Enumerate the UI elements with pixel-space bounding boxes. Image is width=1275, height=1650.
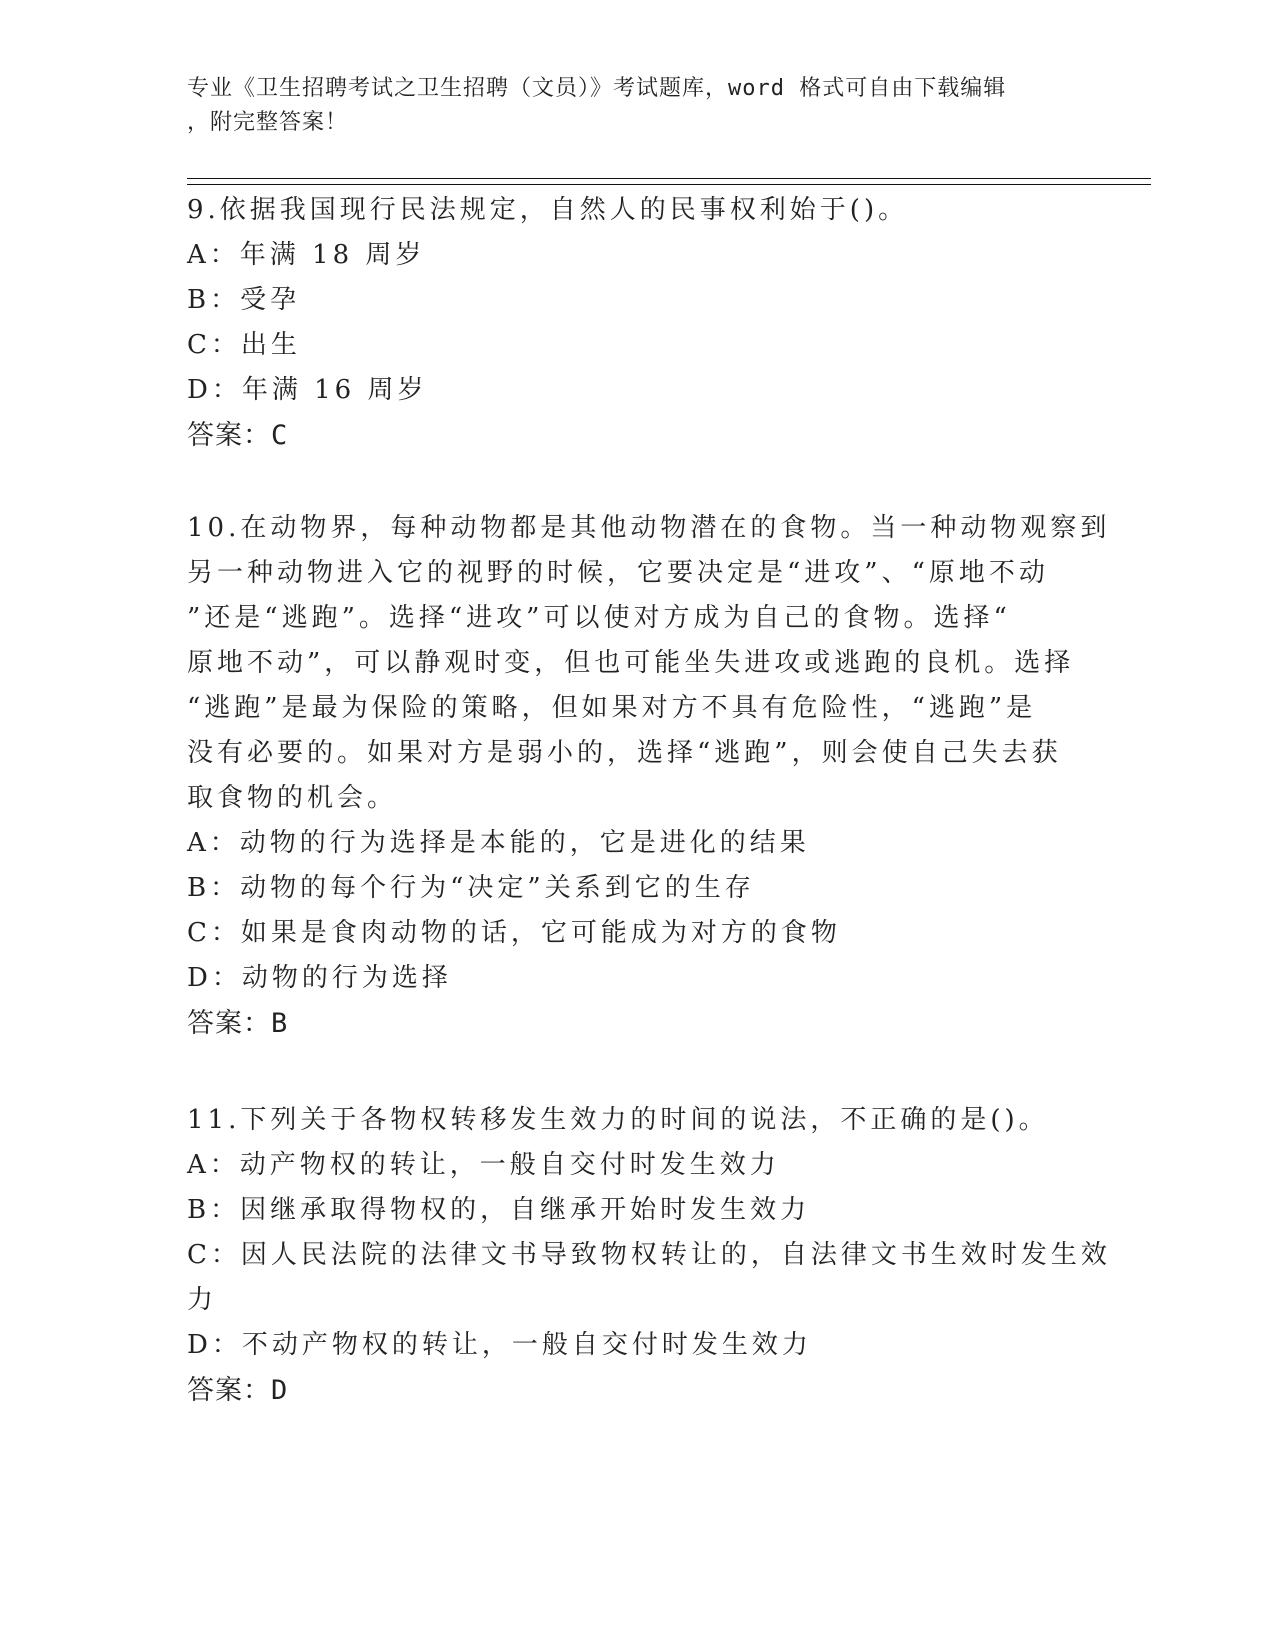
option-a: A：年满 18 周岁 xyxy=(187,240,426,270)
option-a: A：动产物权的转让，一般自交付时发生效力 xyxy=(187,1150,780,1180)
question-stem: 11.下列关于各物权转移发生效力的时间的说法，不正确的是()。 xyxy=(187,1105,1049,1135)
option-c: C：如果是食肉动物的话，它可能成为对方的食物 xyxy=(187,918,841,948)
header-line: 专业《卫生招聘考试之卫生招聘（文员）》考试题库，word 格式可自由下载编辑 xyxy=(187,76,1007,101)
option-c: C：因人民法院的法律文书导致物权转让的，自法律文书生效时发生效 xyxy=(187,1240,1111,1270)
header-divider xyxy=(187,184,1151,185)
header-line: ，附完整答案！ xyxy=(187,110,349,135)
option-c: C：出生 xyxy=(187,330,301,360)
option-b: B：动物的每个行为“决定”关系到它的生存 xyxy=(187,873,755,903)
option-b: B：受孕 xyxy=(187,285,301,315)
answer-label: 答案：B xyxy=(187,1008,289,1039)
question-stem: “逃跑”是最为保险的策略，但如果对方不具有危险性，“逃跑”是 xyxy=(187,693,1037,723)
option-d: D：不动产物权的转让，一般自交付时发生效力 xyxy=(187,1330,812,1360)
option-d: D：年满 16 周岁 xyxy=(187,375,428,405)
answer-label: 答案：D xyxy=(187,1375,289,1406)
question-stem: ”还是“逃跑”。选择“进攻”可以使对方成为自己的食物。选择“ xyxy=(187,603,1011,633)
option-c-continued: 力 xyxy=(187,1285,218,1315)
option-d: D：动物的行为选择 xyxy=(187,963,452,993)
question-block xyxy=(187,506,1111,1047)
answer-label: 答案：C xyxy=(187,420,289,451)
option-a: A：动物的行为选择是本能的，它是进化的结果 xyxy=(187,828,810,858)
question-stem: 原地不动”，可以静观时变，但也可能坐失进攻或逃跑的良机。选择 xyxy=(187,648,1075,678)
question-stem: 取食物的机会。 xyxy=(187,783,398,813)
question-block xyxy=(187,1098,1111,1414)
header-divider xyxy=(187,178,1151,179)
question-block xyxy=(187,188,1087,459)
question-stem: 另一种动物进入它的视野的时候，它要决定是“进攻”、“原地不动 xyxy=(187,558,1049,588)
option-b: B：因继承取得物权的，自继承开始时发生效力 xyxy=(187,1195,811,1225)
question-stem: 9.依据我国现行民法规定，自然人的民事权利始于()。 xyxy=(187,195,909,225)
question-stem: 没有必要的。如果对方是弱小的，选择“逃跑”，则会使自己失去获 xyxy=(187,738,1062,768)
document-header xyxy=(187,72,1077,140)
question-stem: 10.在动物界，每种动物都是其他动物潜在的食物。当一种动物观察到 xyxy=(187,513,1111,543)
